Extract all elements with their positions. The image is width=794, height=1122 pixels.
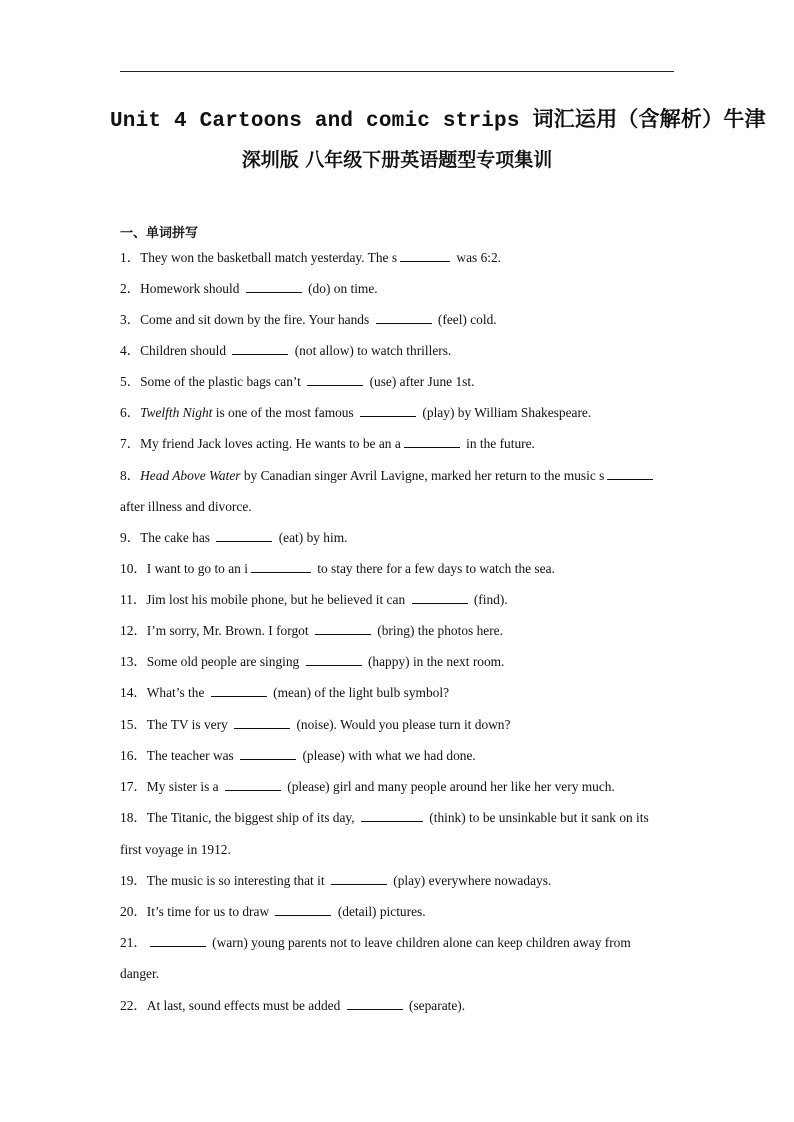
question-21-continuation: danger. — [120, 966, 160, 981]
question-number: 20． — [120, 904, 147, 919]
section-heading: 一、单词拼写 — [120, 226, 199, 241]
question-text: What’s the — [146, 685, 208, 700]
question-text: Jim lost his mobile phone, but he believed it can — [146, 592, 409, 607]
question-text: (warn) young parents not to leave children alone can keep children away from — [208, 935, 631, 950]
question-text: (bring) the photos here. — [373, 623, 503, 638]
question-text: The teacher was — [146, 748, 238, 763]
question-text: I’m sorry, Mr. Brown. I forgot — [146, 623, 312, 638]
question-text: The cake has — [140, 530, 214, 545]
question-7 — [120, 428, 680, 459]
question-number: 16． — [120, 748, 147, 763]
answer-blank[interactable] — [240, 748, 296, 760]
question-number: 9． — [120, 530, 141, 545]
question-text: (think) to be unsinkable but it sank on its — [425, 810, 649, 825]
question-text: (use) after June 1st. — [366, 374, 475, 389]
question-text: in the future. — [462, 436, 535, 451]
document-title-line-2: 深圳版 八年级下册英语题型专项集训 — [241, 149, 553, 171]
answer-blank[interactable] — [315, 623, 371, 635]
question-text: Some of the plastic bags can’t — [140, 374, 305, 389]
question-18 — [120, 802, 680, 833]
question-text: (happy) in the next room. — [364, 654, 505, 669]
question-text: My sister is a — [146, 779, 222, 794]
question-text: (detail) pictures. — [334, 904, 426, 919]
question-text: (not allow) to watch thrillers. — [291, 343, 452, 358]
question-number: 15． — [120, 717, 147, 732]
question-number: 3． — [120, 312, 141, 327]
question-13 — [120, 646, 680, 677]
answer-blank[interactable] — [251, 561, 311, 573]
answer-blank[interactable] — [275, 904, 331, 916]
question-4 — [120, 335, 680, 366]
question-number: 10． — [120, 561, 147, 576]
question-14 — [120, 677, 680, 708]
answer-blank[interactable] — [150, 935, 206, 947]
answer-blank[interactable] — [400, 250, 450, 262]
question-text: (please) with what we had done. — [299, 748, 476, 763]
answer-blank[interactable] — [234, 717, 290, 729]
question-8-continuation: after illness and divorce. — [120, 499, 252, 514]
question-number: 6． — [120, 405, 141, 420]
question-text: is one of the most famous — [212, 405, 358, 420]
question-text: (eat) by him. — [275, 530, 348, 545]
question-15 — [120, 709, 680, 740]
question-number: 22． — [120, 998, 147, 1013]
answer-blank[interactable] — [376, 312, 432, 324]
question-text: Come and sit down by the fire. Your hands — [140, 312, 373, 327]
question-number: 4． — [120, 343, 141, 358]
work-title: Head Above Water — [140, 468, 241, 483]
question-11 — [120, 584, 680, 615]
question-text: The music is so interesting that it — [146, 873, 328, 888]
question-text: (mean) of the light bulb symbol? — [269, 685, 450, 700]
question-text: (do) on time. — [304, 281, 378, 296]
question-number: 21． — [120, 935, 147, 950]
question-9 — [120, 522, 680, 553]
answer-blank[interactable] — [306, 654, 362, 666]
question-text: Homework should — [140, 281, 243, 296]
question-number: 1． — [120, 250, 141, 265]
question-number: 13． — [120, 654, 147, 669]
answer-blank[interactable] — [225, 779, 281, 791]
question-text: The Titanic, the biggest ship of its day, — [146, 810, 358, 825]
question-17 — [120, 771, 680, 802]
answer-blank[interactable] — [347, 998, 403, 1010]
answer-blank[interactable] — [331, 873, 387, 885]
question-number: 14． — [120, 685, 147, 700]
question-text: My friend Jack loves acting. He wants to be an a — [140, 436, 401, 451]
question-6 — [120, 397, 680, 428]
header-rule — [120, 71, 674, 72]
answer-blank[interactable] — [361, 810, 423, 822]
question-2 — [120, 273, 680, 304]
question-18-continuation: first voyage in 1912. — [120, 842, 231, 857]
question-text: (separate). — [405, 998, 466, 1013]
question-1 — [120, 242, 680, 273]
question-number: 5． — [120, 374, 141, 389]
question-text: (find). — [470, 592, 508, 607]
question-text: It’s time for us to draw — [146, 904, 273, 919]
question-text: by Canadian singer Avril Lavigne, marked her return to the music s — [240, 468, 605, 483]
question-text: to stay there for a few days to watch the sea. — [313, 561, 555, 576]
question-3 — [120, 304, 680, 335]
question-5 — [120, 366, 680, 397]
answer-blank[interactable] — [360, 405, 416, 417]
question-19 — [120, 865, 680, 896]
question-text: (feel) cold. — [434, 312, 497, 327]
question-text: Some old people are singing — [146, 654, 303, 669]
question-number: 2． — [120, 281, 141, 296]
question-number: 7． — [120, 436, 141, 451]
work-title: Twelfth Night — [140, 405, 213, 420]
question-22 — [120, 990, 680, 1021]
answer-blank[interactable] — [307, 374, 363, 386]
answer-blank[interactable] — [216, 530, 272, 542]
question-number: 11． — [120, 592, 147, 607]
question-12 — [120, 615, 680, 646]
answer-blank[interactable] — [246, 281, 302, 293]
answer-blank[interactable] — [211, 685, 267, 697]
document-title-line-1: Unit 4 Cartoons and comic strips 词汇运用（含解析）牛津 — [110, 110, 766, 133]
question-text: (play) everywhere nowadays. — [389, 873, 552, 888]
question-text: (play) by William Shakespeare. — [419, 405, 592, 420]
question-20 — [120, 896, 680, 927]
question-21 — [120, 927, 680, 958]
question-8 — [120, 460, 680, 491]
question-text: At last, sound effects must be added — [146, 998, 344, 1013]
question-10 — [120, 553, 680, 584]
question-text: was 6:2. — [453, 250, 502, 265]
question-text: (please) girl and many people around her like her very much. — [283, 779, 615, 794]
question-text: I want to go to an i — [146, 561, 248, 576]
question-number: 17． — [120, 779, 147, 794]
question-text: They won the basketball match yesterday. The s — [140, 250, 398, 265]
question-number: 18． — [120, 810, 147, 825]
answer-blank[interactable] — [412, 592, 468, 604]
answer-blank[interactable] — [404, 436, 460, 448]
answer-blank[interactable] — [607, 468, 653, 480]
question-text: (noise). Would you please turn it down? — [293, 717, 511, 732]
question-number: 8． — [120, 468, 141, 483]
question-text: Children should — [140, 343, 230, 358]
answer-blank[interactable] — [232, 343, 288, 355]
question-number: 12． — [120, 623, 147, 638]
question-number: 19． — [120, 873, 147, 888]
question-text: The TV is very — [146, 717, 232, 732]
question-16 — [120, 740, 680, 771]
